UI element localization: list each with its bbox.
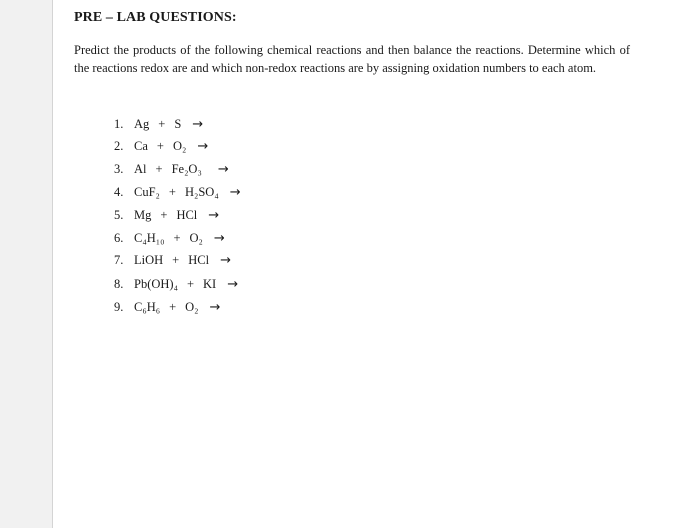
reactant-2: S [174,117,182,131]
plus-sign: + [160,208,168,222]
plus-sign: + [155,162,163,176]
arrow-icon: → [197,139,209,154]
reactant-1: Ca [134,139,148,153]
plus-sign: + [186,277,195,291]
reaction-6 [114,230,225,246]
reactant-2: O₂ [189,231,203,245]
reactant-1: LiOH [134,253,164,267]
reaction-number: 5. [114,208,124,222]
plus-sign: + [173,231,181,245]
reactant-2: HCl [188,253,210,267]
plus-sign: + [169,300,177,314]
reaction-number: 8. [114,277,124,291]
reactant-1: CuF₂ [134,185,160,199]
reactant-1: Pb(OH)₄ [134,277,178,291]
reactant-2: HCl [176,208,198,222]
reaction-number: 7. [114,253,124,267]
reactant-2: O₂ [172,139,187,153]
arrow-icon: → [192,117,204,132]
reactant-2: O₂ [185,300,199,314]
reaction-number: 3. [114,162,124,176]
instructions-paragraph: Predict the products of the following chemical reactions and then balance the reactions. Determine which of the reactions redox are and which non-redox reactions are by assigning oxidation numbers to each atom. [74,43,630,75]
arrow-icon: → [227,277,239,292]
plus-sign: + [168,185,176,199]
plus-sign: + [156,139,164,153]
reaction-3 [114,161,229,177]
reactant-1: Ag [134,117,150,131]
reaction-number: 9. [114,300,124,314]
arrow-icon: → [213,231,225,246]
plus-sign: + [158,117,166,131]
reactant-1: C₄H₁₀ [134,231,165,245]
arrow-icon: → [208,208,220,223]
arrow-icon: → [220,253,231,268]
reactant-1: Mg [134,208,152,222]
arrow-icon: → [217,162,229,177]
reactant-2: H₂SO₄ [184,185,219,199]
reaction-number: 6. [114,231,124,245]
page-title: PRE – LAB QUESTIONS: [74,10,237,25]
reaction-1 [114,116,203,132]
reactant-2: KI [203,277,217,291]
reaction-number: 2. [114,139,124,153]
reactant-1: C₆H₆ [134,300,161,314]
plus-sign: + [172,253,180,267]
reaction-number: 4. [114,185,124,199]
reactant-2: Fe₂O₃ [171,162,202,176]
reaction-5 [114,207,219,223]
reactant-1: Al [134,162,147,176]
arrow-icon: → [209,300,221,315]
reaction-8 [114,276,238,292]
reaction-9 [114,299,220,315]
reaction-4 [114,184,241,200]
reaction-2 [114,138,208,154]
reaction-number: 1. [114,117,124,131]
reaction-7 [114,252,231,268]
arrow-icon: → [229,185,241,200]
